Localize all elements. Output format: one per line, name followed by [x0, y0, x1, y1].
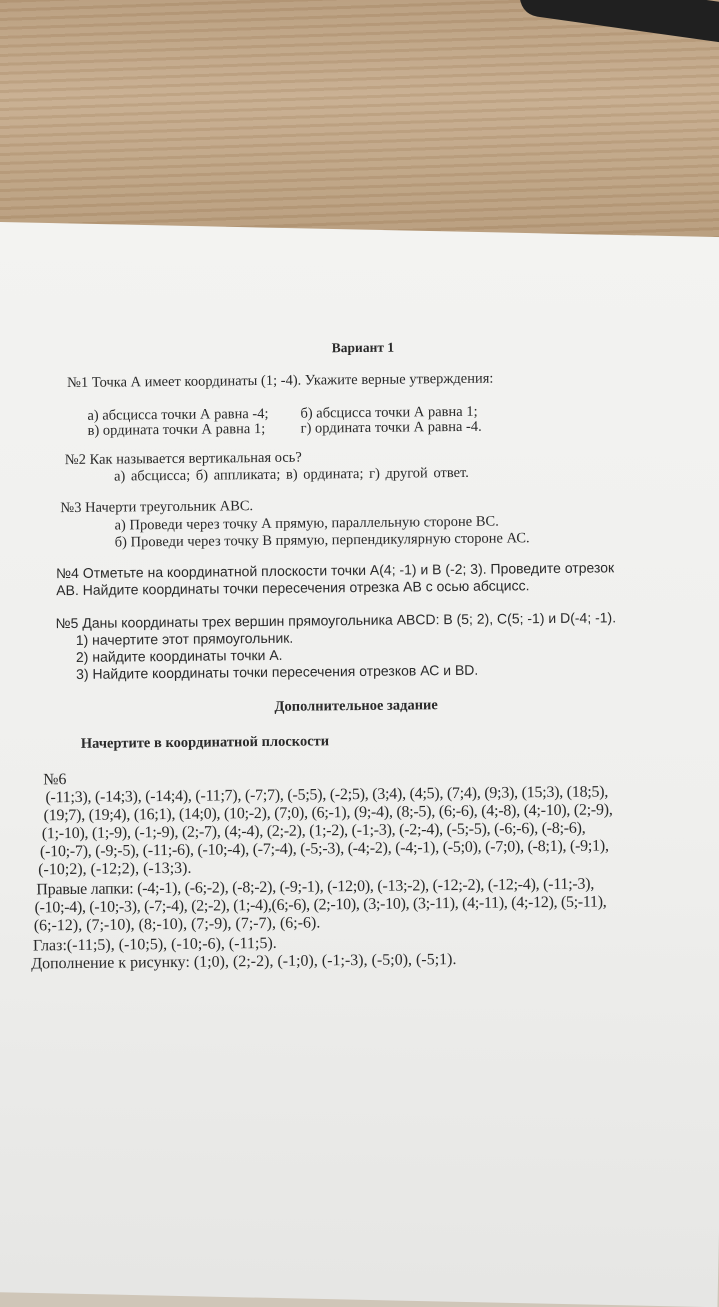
- task4-line-1: №4 Отметьте на координатной плоскости точки А(4; -1) и В (-2; 3). Проведите отрезок: [55, 559, 615, 582]
- task6-line-1: (-11;3), (-14;3), (-14;4), (-11;7), (-7;7), (-5;5), (-2;5), (3;4), (4;5), (7;4), (9;3), (15;3), (18;5),: [45, 783, 609, 807]
- task5-text: №5 Даны координаты трех вершин прямоугольника ABCD: B (5; 2), C(5; -1) и D(-4; -1).: [55, 609, 617, 632]
- task6-line-5: (-10;2), (-12;2), (-13;3).: [38, 859, 192, 879]
- task6-addition: Дополнение к рисунку: (1;0), (2;-2), (-1;0), (-1;-3), (-5;0), (-5;1).: [31, 951, 457, 973]
- task6-line-2: (19;7), (19;4), (16;1), (14;0), (10;-2), (7;0), (6;-1), (9;-4), (8;-5), (6;-6), (4;-8), (4;-10), (2;-9),: [43, 801, 613, 825]
- task5-item-1: 1) начертите этот прямоугольник.: [75, 629, 294, 648]
- task2-text: №2 Как называется вертикальная ось?: [64, 449, 302, 469]
- task6-label: №6: [43, 771, 67, 789]
- task3-item-a: а) Проведи через точку А прямую, параллельную стороне ВС.: [114, 513, 499, 534]
- task6-right-paws-line-1: Правые лапки: (-4;-1), (-6;-2), (-8;-2), (-9;-1), (-12;0), (-13;-2), (-12;-2), (-12;-4), (-11;-3),: [36, 875, 595, 899]
- task1-text: №1 Точка А имеет координаты (1; -4). Укажите верные утверждения:: [67, 370, 494, 392]
- task3-text: №3 Начерти треугольник АВС.: [60, 498, 254, 517]
- task3-item-b: б) Проведи через точку В прямую, перпендикулярную стороне АС.: [114, 530, 530, 551]
- extra-task-title: Дополнительное задание: [274, 697, 438, 715]
- task6-line-3: (1;-10), (1;-9), (-1;-9), (2;-7), (4;-4), (2;-2), (1;-2), (-1;-3), (-2;-4), (-5;-5), (-6;-6), (-8;-6),: [41, 819, 586, 843]
- task1-option-a: а) абсцисса точки А равна -4;: [87, 405, 269, 424]
- task4-line-2: АВ. Найдите координаты точки пересечения отрезка АВ с осью абсцисс.: [56, 577, 530, 599]
- extra-task-subtitle: Начертите в координатной плоскости: [80, 733, 330, 752]
- task1-option-v: в) ордината точки А равна 1;: [87, 420, 266, 439]
- task6-eye: Глаз:(-11;5), (-10;5), (-10;-6), (-11;5).: [32, 934, 277, 955]
- task1-option-b: б) абсцисса точки А равна 1;: [300, 403, 478, 422]
- task5-item-3: 3) Найдите координаты точки пересечения отрезков АС и BD.: [76, 661, 479, 682]
- task6-right-paws-line-3: (6;-12), (7;-10), (8;-10), (7;-9), (7;-7), (6;-6).: [33, 914, 321, 935]
- task6-right-paws-line-2: (-10;-4), (-10;-3), (-7;-4), (2;-2), (1;-4),(6;-6), (2;-10), (3;-10), (3;-11), (4;-11), (4;-12), (5;-11),: [34, 893, 607, 917]
- task5-item-2: 2) найдите координаты точки А.: [75, 646, 283, 665]
- variant-title: Вариант 1: [331, 339, 395, 356]
- task1-option-g: г) ордината точки А равна -4.: [300, 418, 482, 437]
- task6-line-4: (-10;-7), (-9;-5), (-11;-6), (-10;-4), (-7;-4), (-5;-3), (-4;-2), (-4;-1), (-5;0), (-7;0), (-8;1), (-9;1),: [39, 837, 609, 861]
- task2-options: а) абсцисса; б) аппликата; в) ордината; г) другой ответ.: [113, 464, 469, 485]
